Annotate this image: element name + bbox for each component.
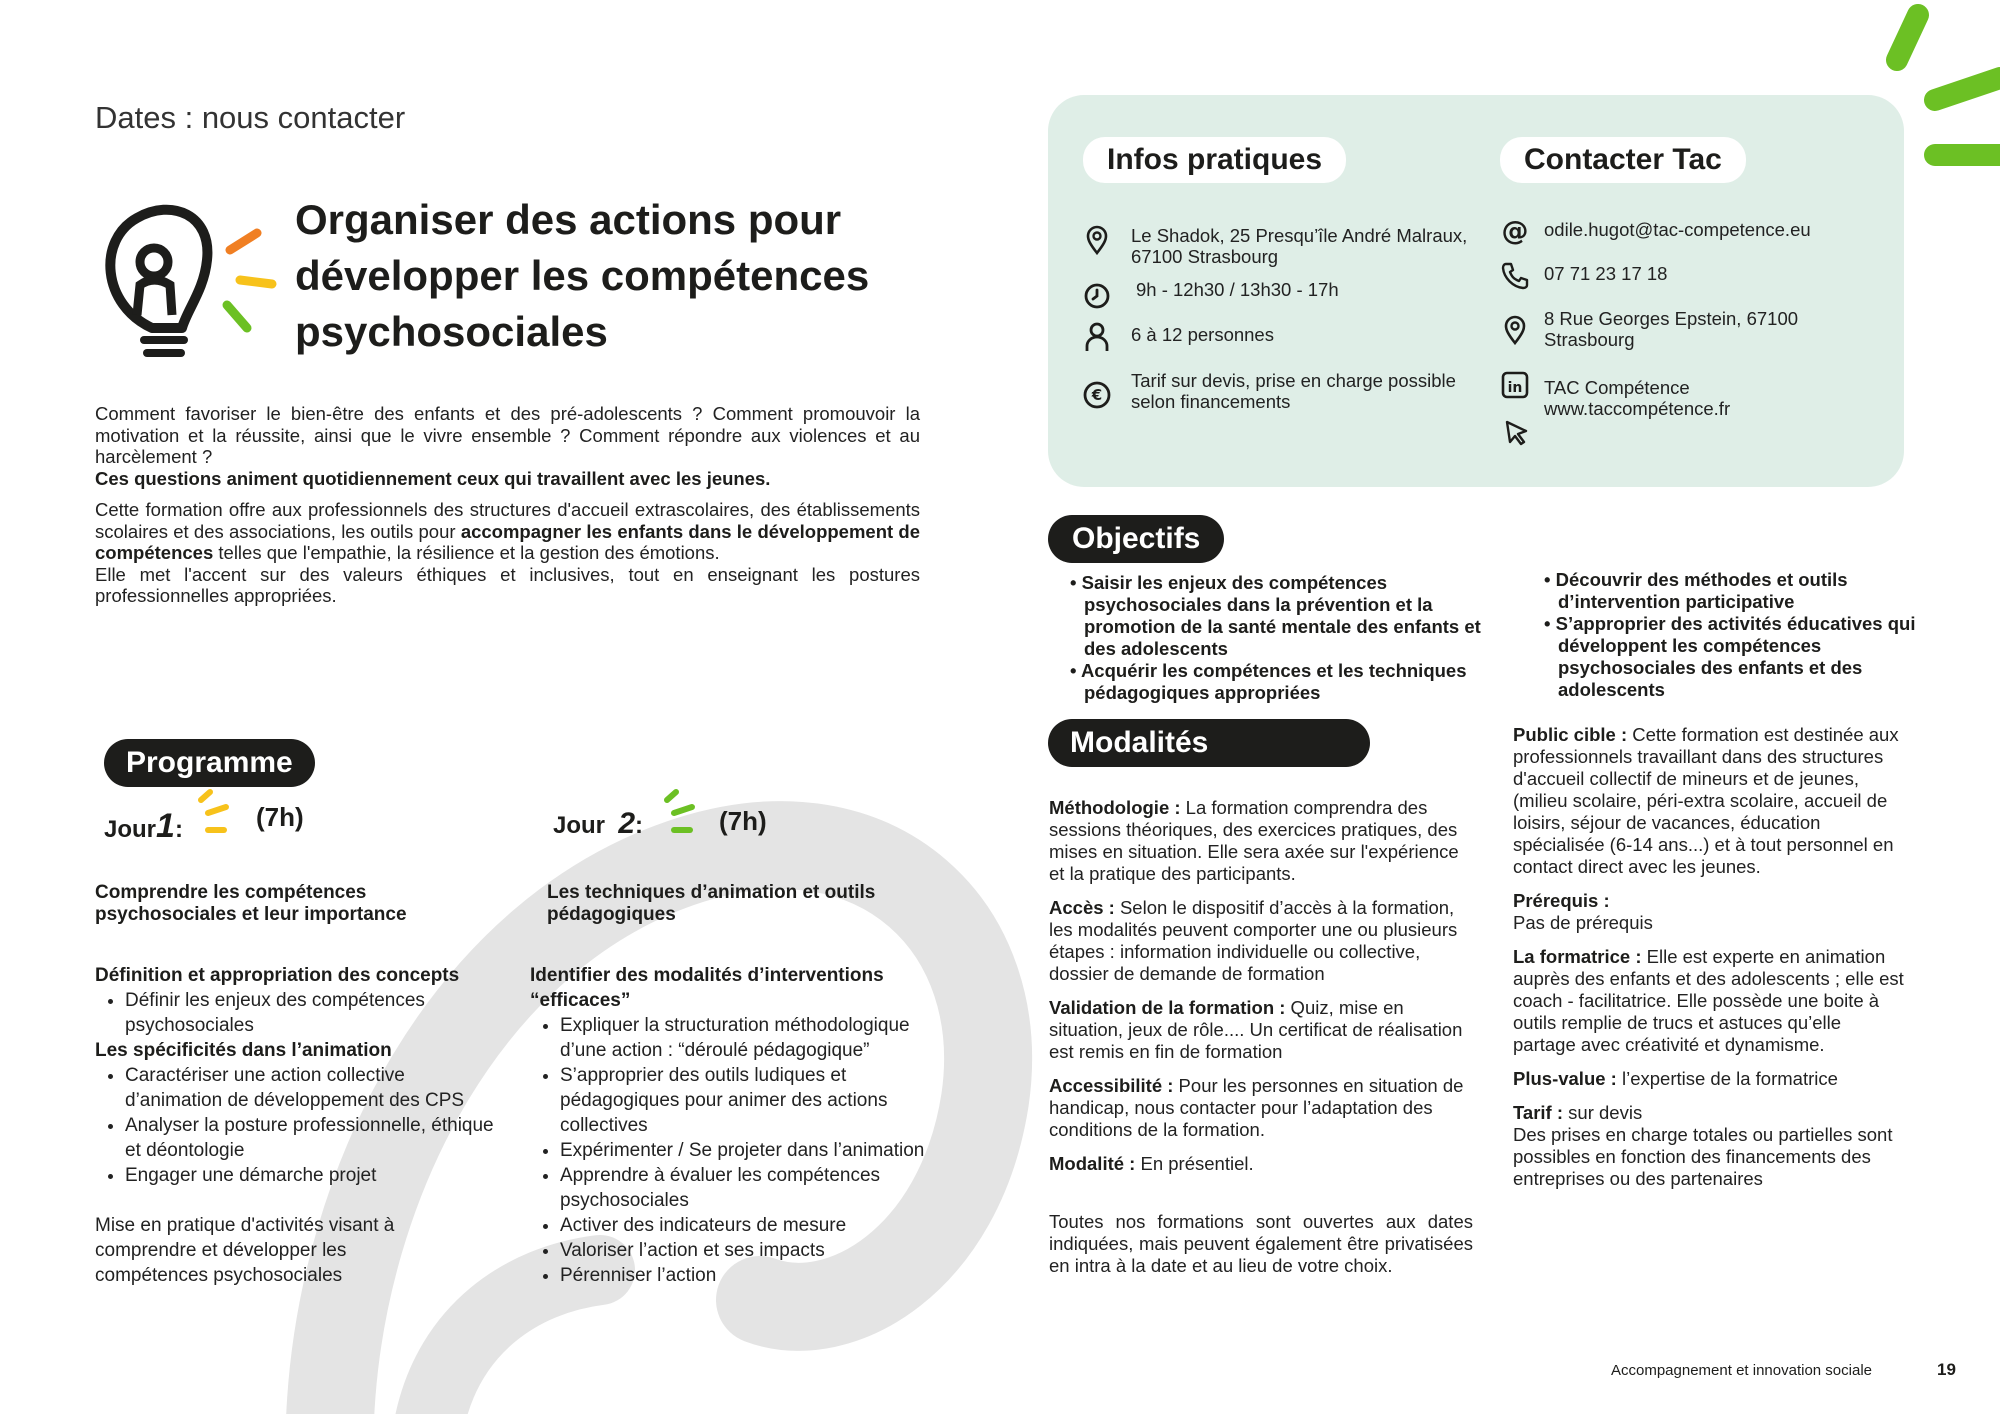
person-icon — [1082, 322, 1112, 352]
infos-hours: 9h - 12h30 / 13h30 - 17h — [1136, 279, 1339, 300]
location-pin-icon — [1082, 225, 1112, 255]
page-title: Organiser des actions pour développer les compétences psychosociales — [295, 196, 870, 355]
day1-content: Comprendre les compétences psychosociales et leur importance Définition et appropriation des concepts • Définir les enjeux des compétences psychosociales Les spécificités dans l’animation • Caractériser une action collective d’animation de développement des CPS • Analyser la posture professionnelle, éthique et déontologie • Engager une démarche projet Mise en pratique d'activités visant à comprendre et développer les compétences psychosociales — [95, 882, 495, 1288]
svg-text:€: € — [1091, 386, 1103, 404]
infos-people: 6 à 12 personnes — [1131, 324, 1274, 345]
list-item: • Analyser la posture professionnelle, éthique et déontologie — [125, 1113, 495, 1163]
list-item: • Définir les enjeux des compétences psychosociales — [125, 988, 495, 1038]
list-item: • S’approprier des outils ludiques et pédagogiques pour animer des actions collectives — [560, 1063, 950, 1138]
yellow-dashes-icon — [196, 788, 236, 838]
list-item: • Expérimenter / Se projeter dans l’animation — [560, 1138, 950, 1163]
clock-icon — [1082, 280, 1112, 310]
contact-web[interactable]: TAC Compétence www.taccompétence.fr — [1544, 377, 1731, 419]
location-pin-icon — [1500, 315, 1530, 345]
contact-address: 8 Rue Georges Epstein, 67100 Strasbourg — [1544, 308, 1799, 350]
infos-location: Le Shadok, 25 Presqu’île André Malraux, 67100 Strasbourg — [1131, 225, 1468, 267]
objectifs-left-list — [1070, 572, 1510, 704]
green-dashes-icon — [662, 788, 702, 838]
lightbulb-icon — [92, 200, 282, 365]
list-item: • Activer des indicateurs de mesure — [560, 1213, 950, 1238]
modalites-left: Méthodologie : La formation comprendra des sessions théoriques, des exercices pratiques, des mises en situation. Elle sera axée sur l'expérience et la pratique des participants. Accès : Selon le dispositif d’accès à la formation, les modalités peuvent comporter une ou plusieurs étapes : information individuelle ou collective, dossier de demande de formation Validation de la formation : Quiz, mise en situation, jeux de rôle.... Un certificat de réalisation est remis en fin de formation Accessibilité : Pour les personnes en situation de handicap, nous contacter pour l’adaptation des conditions de la formation. Modalité : En présentiel. Toutes nos formations sont ouvertes aux dates indiquées, mais peuvent également être privatisées en intra à la date et au lieu de votre choix. — [1049, 797, 1473, 1276]
contact-title: Contacter Tac — [1500, 137, 1746, 183]
page-number: 19 — [1937, 1360, 1956, 1379]
day1-hours: (7h) — [256, 802, 304, 832]
contact-phone[interactable]: 07 71 23 17 18 — [1544, 263, 1668, 284]
phone-icon — [1500, 260, 1530, 290]
dates-info: Dates : nous contacter — [95, 100, 406, 135]
infos-tarif: Tarif sur devis, prise en charge possible selon financements — [1131, 370, 1456, 412]
day2-content: Les techniques d’animation et outils pédagogiques Identifier des modalités d’interventions “efficaces” • Expliquer la structuration méthodologique d’une action : “déroulé pédagogique” • S’approprier des outils ludiques et pédagogiques pour animer des actions collectives • Expérimenter / Se projeter dans l’animation • Apprendre à évaluer les compétences psychosociales • Activer des indicateurs de mesure • Valoriser l’action et ses impacts • Pérenniser l’action — [530, 882, 950, 1288]
list-item: • Saisir les enjeux des compétences psychosociales dans la prévention et la promotion de la santé mentale des enfants et des adolescents — [1070, 572, 1481, 659]
objectifs-right-list — [1544, 569, 1924, 701]
list-item: • Acquérir les compétences et les techniques pédagogiques appropriées — [1070, 660, 1467, 703]
objectifs-label: Objectifs — [1048, 515, 1224, 563]
list-item: • Pérenniser l’action — [560, 1263, 950, 1288]
list-item: • S’approprier des activités éducatives qui développent les compétences psychosociales des enfants et des adolescents — [1544, 613, 1916, 700]
list-item: • Découvrir des méthodes et outils d’intervention participative — [1544, 569, 1848, 612]
infos-title: Infos pratiques — [1083, 137, 1346, 183]
svg-text:@: @ — [1501, 216, 1529, 246]
day2-label: Jour 2: — [553, 807, 644, 840]
list-item: • Caractériser une action collective d’animation de développement des CPS — [125, 1063, 495, 1113]
list-item: • Valoriser l’action et ses impacts — [560, 1238, 950, 1263]
euro-icon — [1082, 380, 1112, 410]
day2-hours: (7h) — [719, 806, 767, 836]
modalites-right: Public cible : Cette formation est destinée aux professionnels travaillant dans des structures d'accueil collectif de mineurs et de jeunes, (milieu scolaire, péri-extra scolaire, accueil de loisirs, séjour de vacances, éducation spécialisée (6-14 ans...) et à tout personnel en contact direct avec les jeunes. Prérequis : Pas de prérequis La formatrice : Elle est experte en animation auprès des enfants et des adolescents ; elle est coach - facilitatrice. Elle possède une boite à outils remplie de trucs et astuces qu’elle partage avec créativité et dynamisme. Plus-value : l’expertise de la formatrice Tarif : sur devis Des prises en charge totales ou partielles sont possibles en fonction des financements des entreprises ou des partenaires — [1513, 724, 1904, 1189]
modalites-label: Modalités — [1048, 719, 1370, 767]
day1-label: Jour1: — [104, 807, 183, 845]
at-icon — [1500, 216, 1530, 246]
svg-text:in: in — [1507, 380, 1523, 396]
contact-email[interactable]: odile.hugot@tac-competence.eu — [1544, 219, 1811, 240]
programme-label: Programme — [104, 739, 315, 787]
cursor-icon — [1502, 418, 1532, 448]
list-item: • Engager une démarche projet — [125, 1163, 495, 1188]
list-item: • Apprendre à évaluer les compétences psychosociales — [560, 1163, 950, 1213]
footer-section: Accompagnement et innovation sociale — [1611, 1362, 1872, 1379]
linkedin-icon — [1500, 370, 1530, 400]
intro-text: Comment favoriser le bien-être des enfants et des pré-adolescents ? Comment promouvoir la motivation et la réussite, ainsi que le vivre ensemble ? Comment répondre aux violences et au harcèlement ? Ces questions animent quotidiennement ceux qui travaillent avec les jeunes. Cette formation offre aux professionnels des structures d'accueil extrascolaires, des établissements scolaires et des associations, les outils pour accompagner les enfants dans le développement de compétences telles que l'empathie, la résilience et la gestion des émotions. Elle met l'accent sur des valeurs éthiques et inclusives, tout en enseignant les postures professionnelles appropriées. — [95, 403, 920, 606]
list-item: • Expliquer la structuration méthodologique d’une action : “déroulé pédagogique” — [560, 1013, 950, 1063]
